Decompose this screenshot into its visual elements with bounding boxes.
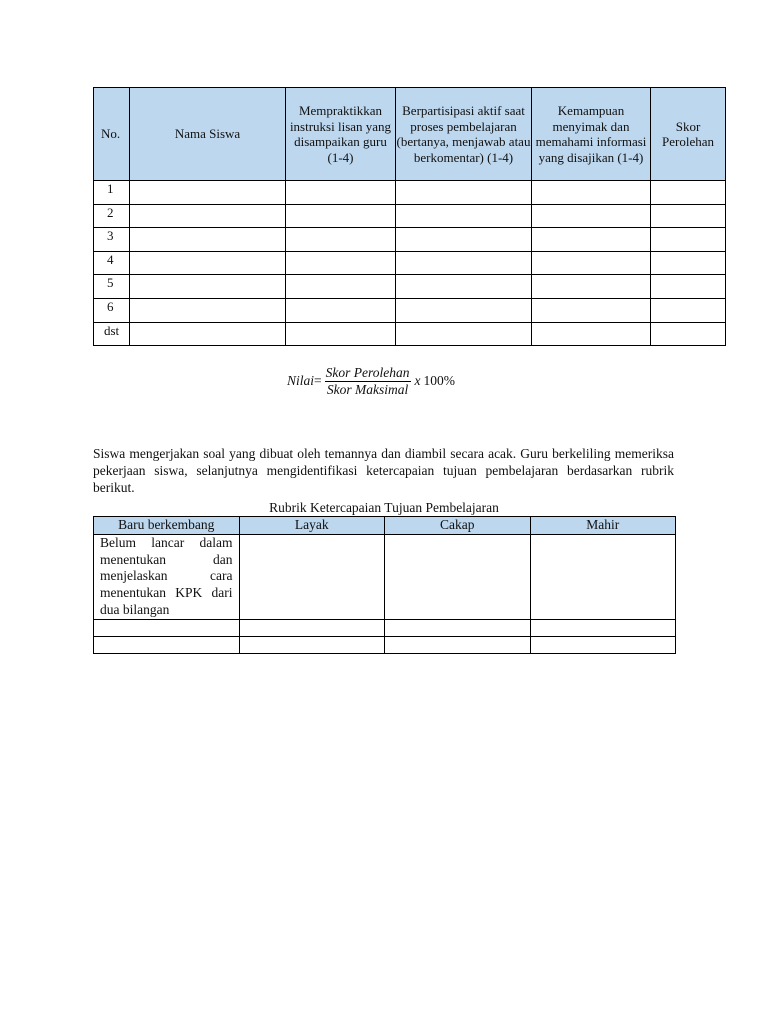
formula-times: x [414,373,421,388]
rubric-header-cakap: Cakap [385,517,531,535]
table-cell [130,228,286,252]
table-cell [130,251,286,275]
formula-value: 100 [423,373,444,388]
rubric-cell [530,636,676,653]
table-cell [130,298,286,322]
table-row [94,251,726,275]
header-skor-perolehan: Skor Perolehan [651,88,726,181]
row-number: dst [94,322,130,346]
rubric-cell [385,619,531,636]
table-cell [396,228,532,252]
table-cell [396,322,532,346]
row-number: 3 [94,228,130,252]
table-row [94,322,726,346]
table-cell [396,251,532,275]
row-number: 2 [94,204,130,228]
rubric-table [93,516,676,654]
rubric-header-row [94,517,676,535]
row-number: 4 [94,251,130,275]
table-cell [396,298,532,322]
rubric-cell [530,619,676,636]
formula-percent: % [443,373,455,388]
table-cell [532,204,651,228]
table-cell [532,322,651,346]
table-cell [286,228,396,252]
rubric-cell [385,636,531,653]
header-mempraktikkan: Mempraktikkan instruksi lisan yang disampaikan guru (1-4) [286,88,396,181]
rubric-cell [94,619,240,636]
header-no: No. [94,88,130,181]
rubric-row [94,619,676,636]
header-berpartisipasi: Berpartisipasi aktif saat proses pembelajaran (bertanya, menjawab atau berkomentar) (1-4) [396,88,532,181]
rubric-row [94,534,676,619]
table-cell [286,298,396,322]
table-cell [286,251,396,275]
score-formula [287,363,455,399]
table-cell [532,228,651,252]
rubric-cell [239,619,385,636]
table-cell [651,298,726,322]
table-cell [651,322,726,346]
rubric-header-mahir: Mahir [530,517,676,535]
table-cell [130,275,286,299]
formula-numerator: Skor Perolehan [325,364,410,380]
table-cell [651,275,726,299]
formula-denominator: Skor Maksimal [326,381,409,397]
rubric-cell [239,534,385,619]
rubric-row [94,636,676,653]
table-cell [130,322,286,346]
table-cell [130,181,286,205]
rubric-title: Rubrik Ketercapaian Tujuan Pembelajaran [269,500,499,515]
table-cell [286,204,396,228]
table-row [94,204,726,228]
rubric-header-baru-berkembang: Baru berkembang [94,517,240,535]
formula-fraction [325,365,411,398]
formula-lhs: Nilai [287,373,315,388]
table-cell [532,181,651,205]
table-cell [396,181,532,205]
assessment-header-row [94,88,726,181]
table-cell [286,181,396,205]
table-cell [396,204,532,228]
table-row [94,228,726,252]
table-cell [532,275,651,299]
rubric-cell [385,534,531,619]
row-number: 5 [94,275,130,299]
table-cell [651,181,726,205]
header-kemampuan: Kemampuan menyimak dan memahami informasi yang disajikan (1-4) [532,88,651,181]
table-cell [532,298,651,322]
table-cell [286,322,396,346]
table-cell [651,251,726,275]
table-cell [532,251,651,275]
rubric-cell [530,534,676,619]
table-cell [651,228,726,252]
table-row [94,181,726,205]
header-nama-siswa: Nama Siswa [130,88,286,181]
rubric-cell [239,636,385,653]
table-row [94,275,726,299]
row-number: 6 [94,298,130,322]
rubric-cell-baru-berkembang: Belum lancar dalam menentukan dan menjelaskan cara menentukan KPK dari dua bilangan [94,534,240,619]
table-cell [651,204,726,228]
table-cell [130,204,286,228]
table-row [94,298,726,322]
formula-equals: = [314,373,322,388]
table-cell [396,275,532,299]
row-number: 1 [94,181,130,205]
assessment-table [93,87,726,346]
table-cell [286,275,396,299]
rubric-header-layak: Layak [239,517,385,535]
rubric-cell [94,636,240,653]
instruction-paragraph: Siswa mengerjakan soal yang dibuat oleh temannya dan diambil secara acak. Guru berkeliling memeriksa pekerjaan siswa, selanjutnya mengidentifikasi ketercapaian tujuan pembelajaran berdasarkan rubrik berikut. [93,445,674,495]
